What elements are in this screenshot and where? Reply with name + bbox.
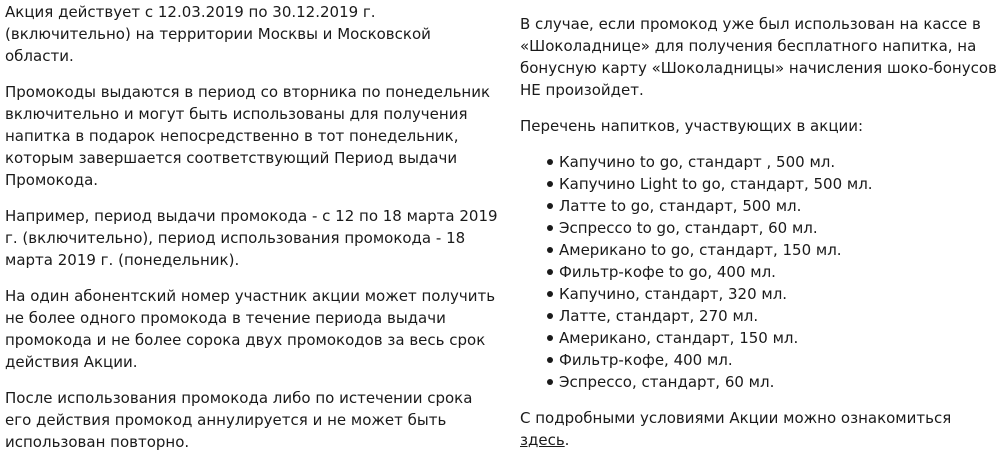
list-item: Эспрессо, стандарт, 60 мл. bbox=[547, 371, 1002, 393]
list-item: Латте, стандарт, 270 мл. bbox=[547, 305, 1002, 327]
bonus-notice-paragraph: В случае, если промокод уже был использован на кассе в «Шоколаднице» для получения бесплатного напитка, на бонусную карту «Шоколадницы» начисления шоко-бонусов НЕ произойдет. bbox=[520, 15, 997, 99]
list-item: Американо, стандарт, 150 мл. bbox=[547, 327, 1002, 349]
list-item: Фильтр-кофе, 400 мл. bbox=[547, 349, 1002, 371]
terms-link[interactable]: здесь bbox=[520, 431, 565, 449]
list-item: Капучино, стандарт, 320 мл. bbox=[547, 283, 1002, 305]
terms-footer-text: С подробными условиями Акции можно ознакомиться bbox=[520, 409, 952, 427]
promo-example-paragraph: Например, период выдачи промокода - с 12 по 18 марта 2019 г. (включительно), период использования промокода - 18 марта 2019 г. (понедельник). bbox=[5, 207, 498, 269]
drinks-list bbox=[520, 151, 1002, 393]
list-item: Латте to go, стандарт, 500 мл. bbox=[547, 195, 1002, 217]
promo-issue-period-paragraph: Промокоды выдаются в период со вторника по понедельник включительно и могут быть использованы для получения напитка в подарок непосредственно в тот понедельник, которым завершается соответствующий Период выдачи Промокода. bbox=[5, 83, 491, 189]
right-column bbox=[520, 0, 1002, 465]
promo-expiry-paragraph: После использования промокода либо по истечении срока его действия промокод аннулируется и не может быть использован повторно. bbox=[5, 389, 473, 451]
drinks-list-heading: Перечень напитков, участвующих в акции: bbox=[520, 117, 864, 135]
list-item: Капучино Light to go, стандарт, 500 мл. bbox=[547, 173, 1002, 195]
promo-limit-paragraph: На один абонентский номер участник акции может получить не более одного промокода в течение периода выдачи промокода и не более сорока двух промокодов за весь срок действия Акции. bbox=[5, 287, 496, 371]
list-item: Фильтр-кофе to go, 400 мл. bbox=[547, 261, 1002, 283]
list-item: Американо to go, стандарт, 150 мл. bbox=[547, 239, 1002, 261]
terms-footer-end: . bbox=[564, 431, 570, 449]
terms-footer bbox=[520, 407, 1002, 451]
left-column bbox=[5, 0, 500, 467]
list-item: Капучино to go, стандарт , 500 мл. bbox=[547, 151, 1002, 173]
promo-dates-paragraph: Акция действует с 12.03.2019 по 30.12.2019 г. (включительно) на территории Москвы и Московской области. bbox=[5, 3, 431, 65]
list-item: Эспрессо to go, стандарт, 60 мл. bbox=[547, 217, 1002, 239]
